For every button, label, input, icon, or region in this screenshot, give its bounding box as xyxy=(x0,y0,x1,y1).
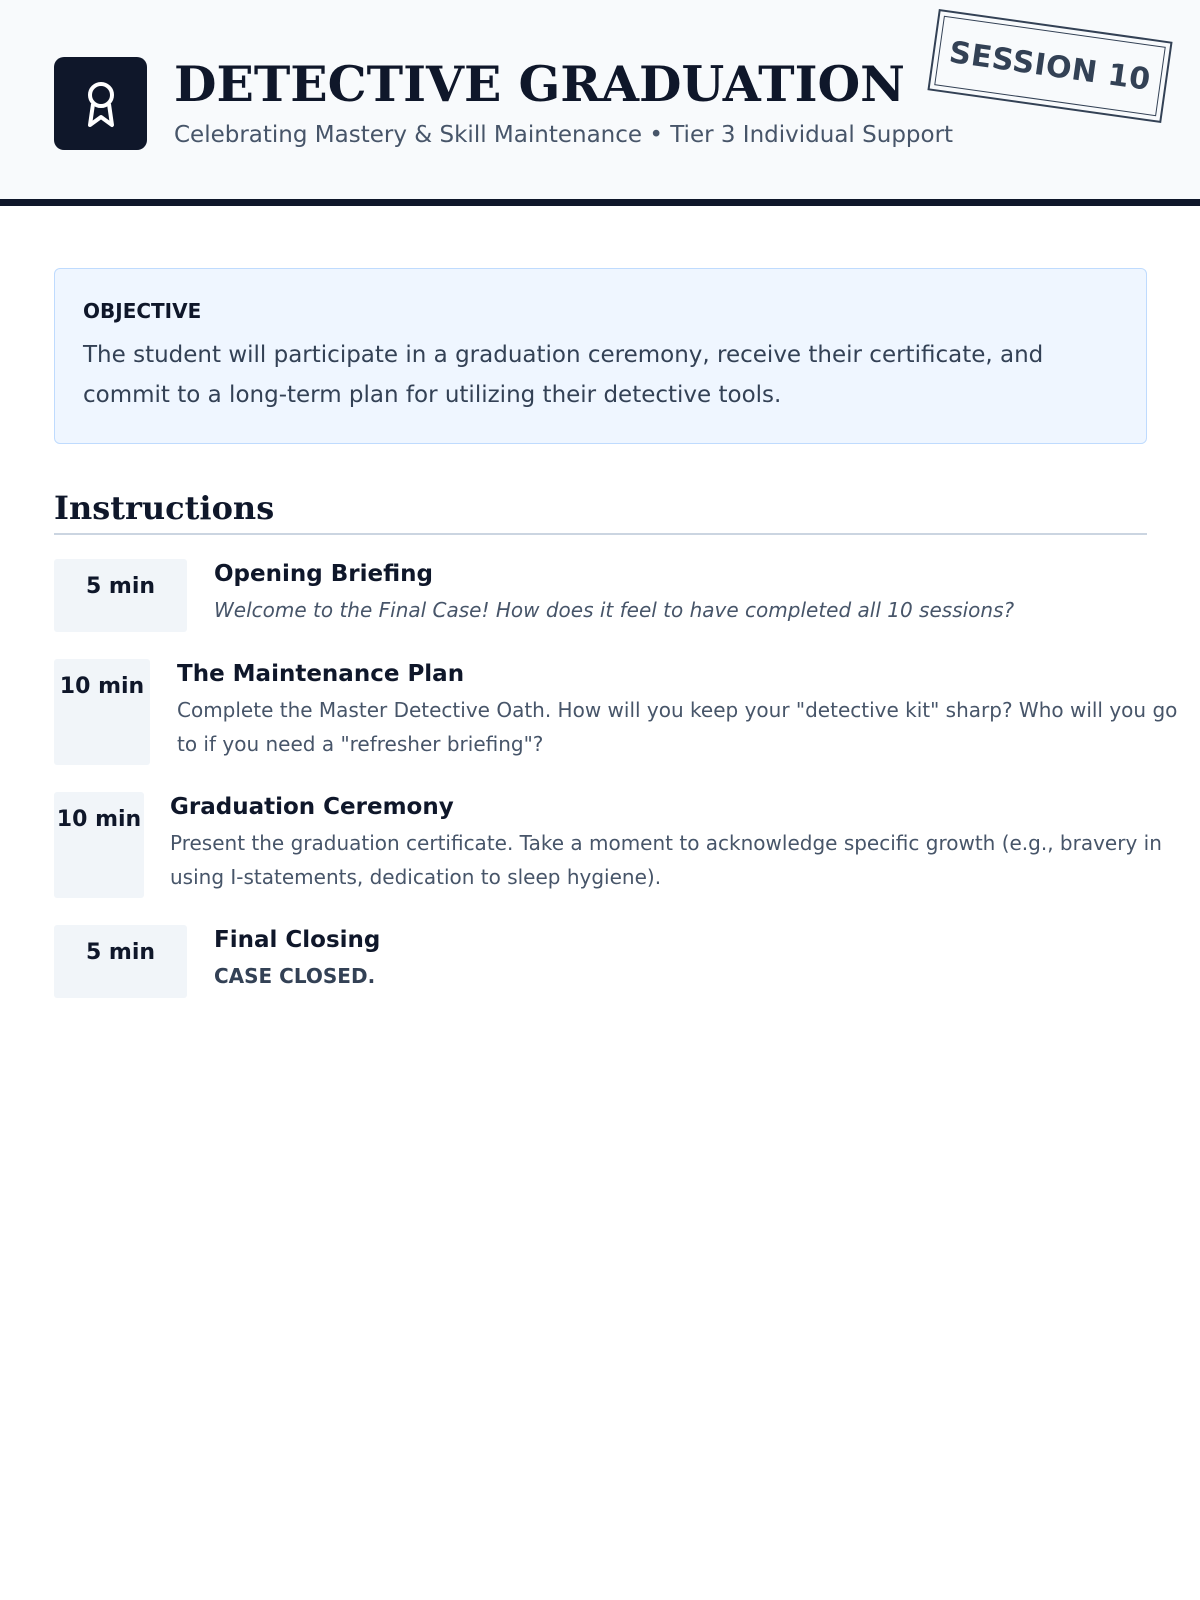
step-content xyxy=(214,925,1154,993)
page-title: DETECTIVE GRADUATION xyxy=(174,55,905,113)
instructions-heading: Instructions xyxy=(54,487,1147,535)
step-title: Graduation Ceremony xyxy=(170,794,454,820)
session-stamp-label: SESSION 10 xyxy=(947,34,1153,98)
page-subtitle: Celebrating Mastery & Skill Maintenance • Tier 3 Individual Support xyxy=(174,122,954,148)
step-duration: 5 min xyxy=(54,559,187,632)
step-description: Complete the Master Detective Oath. How will you keep your "detective kit" sharp? Who will you go to if you need a "refresher briefing"? xyxy=(177,698,1178,756)
logo xyxy=(54,57,147,150)
objective-box xyxy=(54,268,1147,444)
step-title: Final Closing xyxy=(214,927,381,953)
session-stamp xyxy=(927,9,1172,123)
step-content xyxy=(170,792,1188,894)
objective-text: The student will participate in a graduation ceremony, receive their certificate, and commit to a long-term plan for utilizing their detective tools. xyxy=(83,342,1044,408)
step-duration: 5 min xyxy=(54,925,187,998)
ribbon-award-icon xyxy=(80,79,122,129)
step-title: Opening Briefing xyxy=(214,561,433,587)
page-header xyxy=(0,0,1200,206)
step-title: The Maintenance Plan xyxy=(177,661,465,687)
step-description: CASE CLOSED. xyxy=(214,964,376,988)
step-description: Present the graduation certificate. Take a moment to acknowledge specific growth (e.g., bravery in using I-statements, dedication to sleep hygiene). xyxy=(170,831,1162,889)
step-content xyxy=(177,659,1187,761)
step-duration: 10 min xyxy=(54,792,144,898)
objective-label: OBJECTIVE xyxy=(83,299,202,323)
step-duration: 10 min xyxy=(54,659,150,765)
step-content xyxy=(214,559,1154,627)
step-description: Welcome to the Final Case! How does it feel to have completed all 10 sessions? xyxy=(214,598,1015,622)
